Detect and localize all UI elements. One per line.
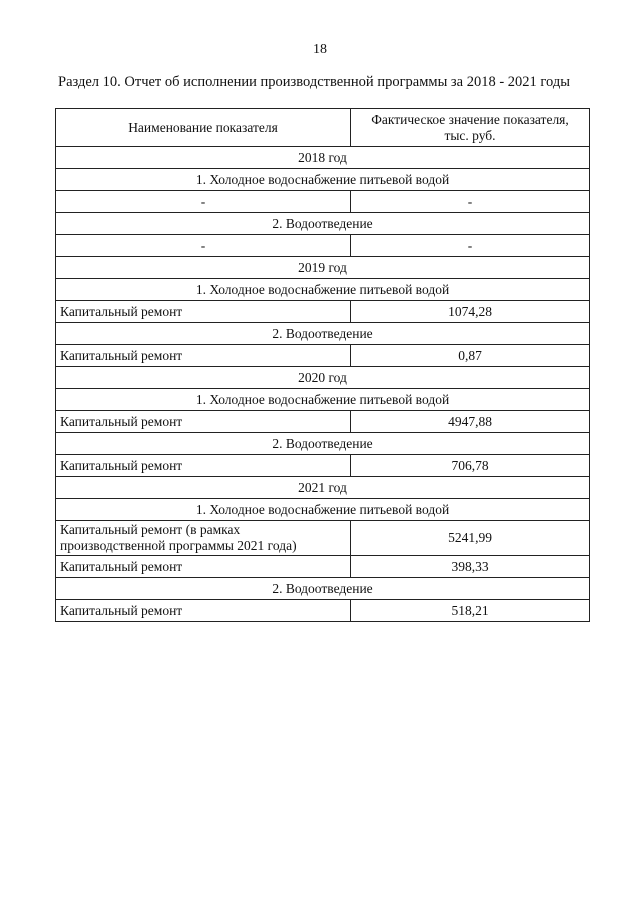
section-row — [56, 367, 590, 389]
table-row — [56, 455, 590, 477]
indicator-value: 1074,28 — [351, 301, 590, 323]
section-row — [56, 147, 590, 169]
indicator-name: Капитальный ремонт — [56, 411, 351, 433]
indicator-value: 706,78 — [351, 455, 590, 477]
indicator-name: Капитальный ремонт — [56, 301, 351, 323]
indicator-value: 518,21 — [351, 600, 590, 622]
indicator-value: 4947,88 — [351, 411, 590, 433]
header-indicator-name: Наименование показателя — [56, 109, 351, 147]
section-row — [56, 213, 590, 235]
section-row — [56, 477, 590, 499]
indicator-name: Капитальный ремонт — [56, 600, 351, 622]
indicator-value: 0,87 — [351, 345, 590, 367]
section-label: 2. Водоотведение — [56, 578, 590, 600]
indicator-value: - — [351, 191, 590, 213]
section-label: 2020 год — [56, 367, 590, 389]
indicator-name: Капитальный ремонт — [56, 556, 351, 578]
section-label: 1. Холодное водоснабжение питьевой водой — [56, 499, 590, 521]
indicator-name — [56, 521, 351, 556]
section-label: 1. Холодное водоснабжение питьевой водой — [56, 169, 590, 191]
table-header-row — [56, 109, 590, 147]
table-row — [56, 235, 590, 257]
indicator-value: 398,33 — [351, 556, 590, 578]
table-row — [56, 191, 590, 213]
indicator-value: 5241,99 — [351, 521, 590, 556]
section-label: 2. Водоотведение — [56, 213, 590, 235]
table-row — [56, 521, 590, 556]
section-row — [56, 389, 590, 411]
section-row — [56, 279, 590, 301]
indicator-name-line1: Капитальный ремонт (в рамках — [60, 522, 241, 537]
section-title: Раздел 10. Отчет об исполнении производственной программы за 2018 - 2021 годы — [58, 74, 570, 90]
indicator-name: Капитальный ремонт — [56, 345, 351, 367]
header-actual-value-line2: тыс. руб. — [444, 127, 496, 143]
section-row — [56, 169, 590, 191]
section-row — [56, 257, 590, 279]
section-row — [56, 433, 590, 455]
indicator-value: - — [351, 235, 590, 257]
report-table — [55, 108, 590, 622]
section-row — [56, 578, 590, 600]
page-number: 18 — [313, 42, 327, 57]
table-row — [56, 600, 590, 622]
section-row — [56, 323, 590, 345]
section-row — [56, 499, 590, 521]
section-label: 1. Холодное водоснабжение питьевой водой — [56, 389, 590, 411]
indicator-name: Капитальный ремонт — [56, 455, 351, 477]
section-label: 1. Холодное водоснабжение питьевой водой — [56, 279, 590, 301]
section-label: 2. Водоотведение — [56, 323, 590, 345]
section-label: 2018 год — [56, 147, 590, 169]
table-row — [56, 556, 590, 578]
indicator-name: - — [56, 191, 351, 213]
table-row — [56, 301, 590, 323]
section-label: 2019 год — [56, 257, 590, 279]
section-label: 2. Водоотведение — [56, 433, 590, 455]
table-row — [56, 345, 590, 367]
table-row — [56, 411, 590, 433]
header-actual-value — [351, 109, 590, 147]
section-label: 2021 год — [56, 477, 590, 499]
indicator-name: - — [56, 235, 351, 257]
indicator-name-line2: производственной программы 2021 года) — [60, 538, 297, 553]
header-actual-value-line1: Фактическое значение показателя, — [371, 111, 569, 127]
